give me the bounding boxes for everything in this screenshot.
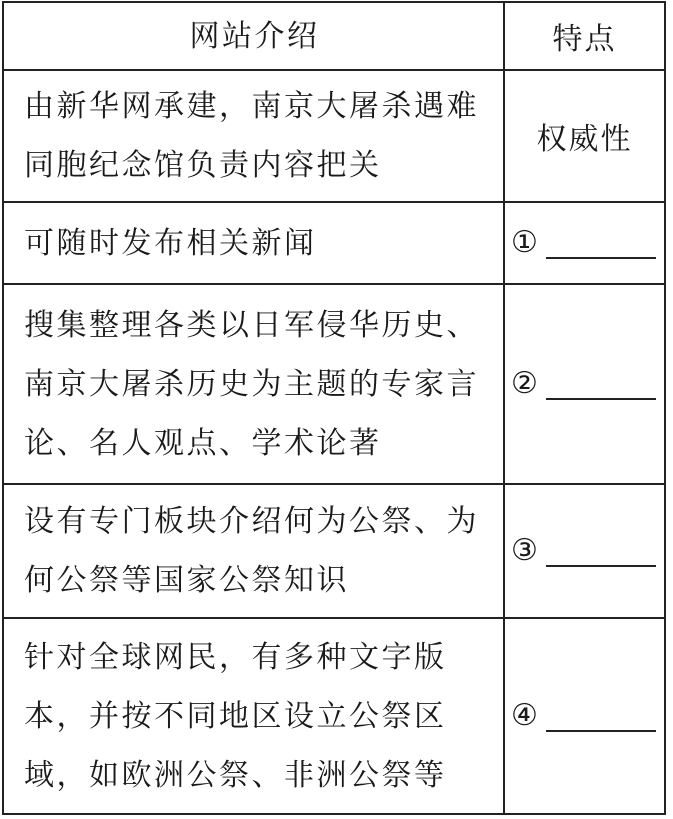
- blank-marker-1: ①: [511, 225, 540, 260]
- row-1-intro: [4, 71, 505, 201]
- answer-blank-2[interactable]: [546, 368, 656, 400]
- header-feature: 特点: [552, 22, 617, 57]
- row-2-intro: [4, 203, 505, 283]
- row-1-intro-text: 由新华网承建，南京大屠杀遇难同胞纪念馆负责内容把关: [24, 89, 479, 183]
- blank-marker-2: ②: [511, 366, 540, 401]
- blank-marker-4: ④: [511, 698, 540, 733]
- row-4-intro: [4, 485, 505, 617]
- row-4-intro-text: 设有专门板块介绍何为公祭、为何公祭等国家公祭知识: [24, 504, 479, 598]
- table-row: [4, 485, 664, 619]
- row-4-feature: [505, 485, 664, 617]
- row-1-feature: 权威性: [536, 122, 633, 157]
- header-intro: 网站介绍: [4, 3, 505, 69]
- info-table: [2, 1, 666, 815]
- row-2-feature: [505, 203, 664, 283]
- table-row: [4, 619, 664, 813]
- row-2-intro-text: 可随时发布相关新闻: [24, 225, 317, 261]
- row-3-feature: [505, 285, 664, 483]
- table-header-row: [4, 3, 664, 71]
- blank-marker-3: ③: [511, 533, 540, 568]
- table-row: [4, 203, 664, 285]
- row-3-intro-text: 搜集整理各类以日军侵华历史、南京大屠杀历史为主题的专家言论、名人观点、学术论著: [24, 307, 479, 461]
- table-row: [4, 71, 664, 203]
- row-3-intro: [4, 285, 505, 483]
- row-5-intro-text: 针对全球网民，有多种文字版本，并按不同地区设立公祭区域，如欧洲公祭、非洲公祭等: [24, 639, 447, 793]
- answer-blank-1[interactable]: [546, 227, 656, 259]
- row-5-feature: [505, 619, 664, 813]
- answer-blank-3[interactable]: [546, 535, 656, 567]
- row-5-intro: [4, 619, 505, 813]
- answer-blank-4[interactable]: [546, 700, 656, 732]
- table-row: [4, 285, 664, 485]
